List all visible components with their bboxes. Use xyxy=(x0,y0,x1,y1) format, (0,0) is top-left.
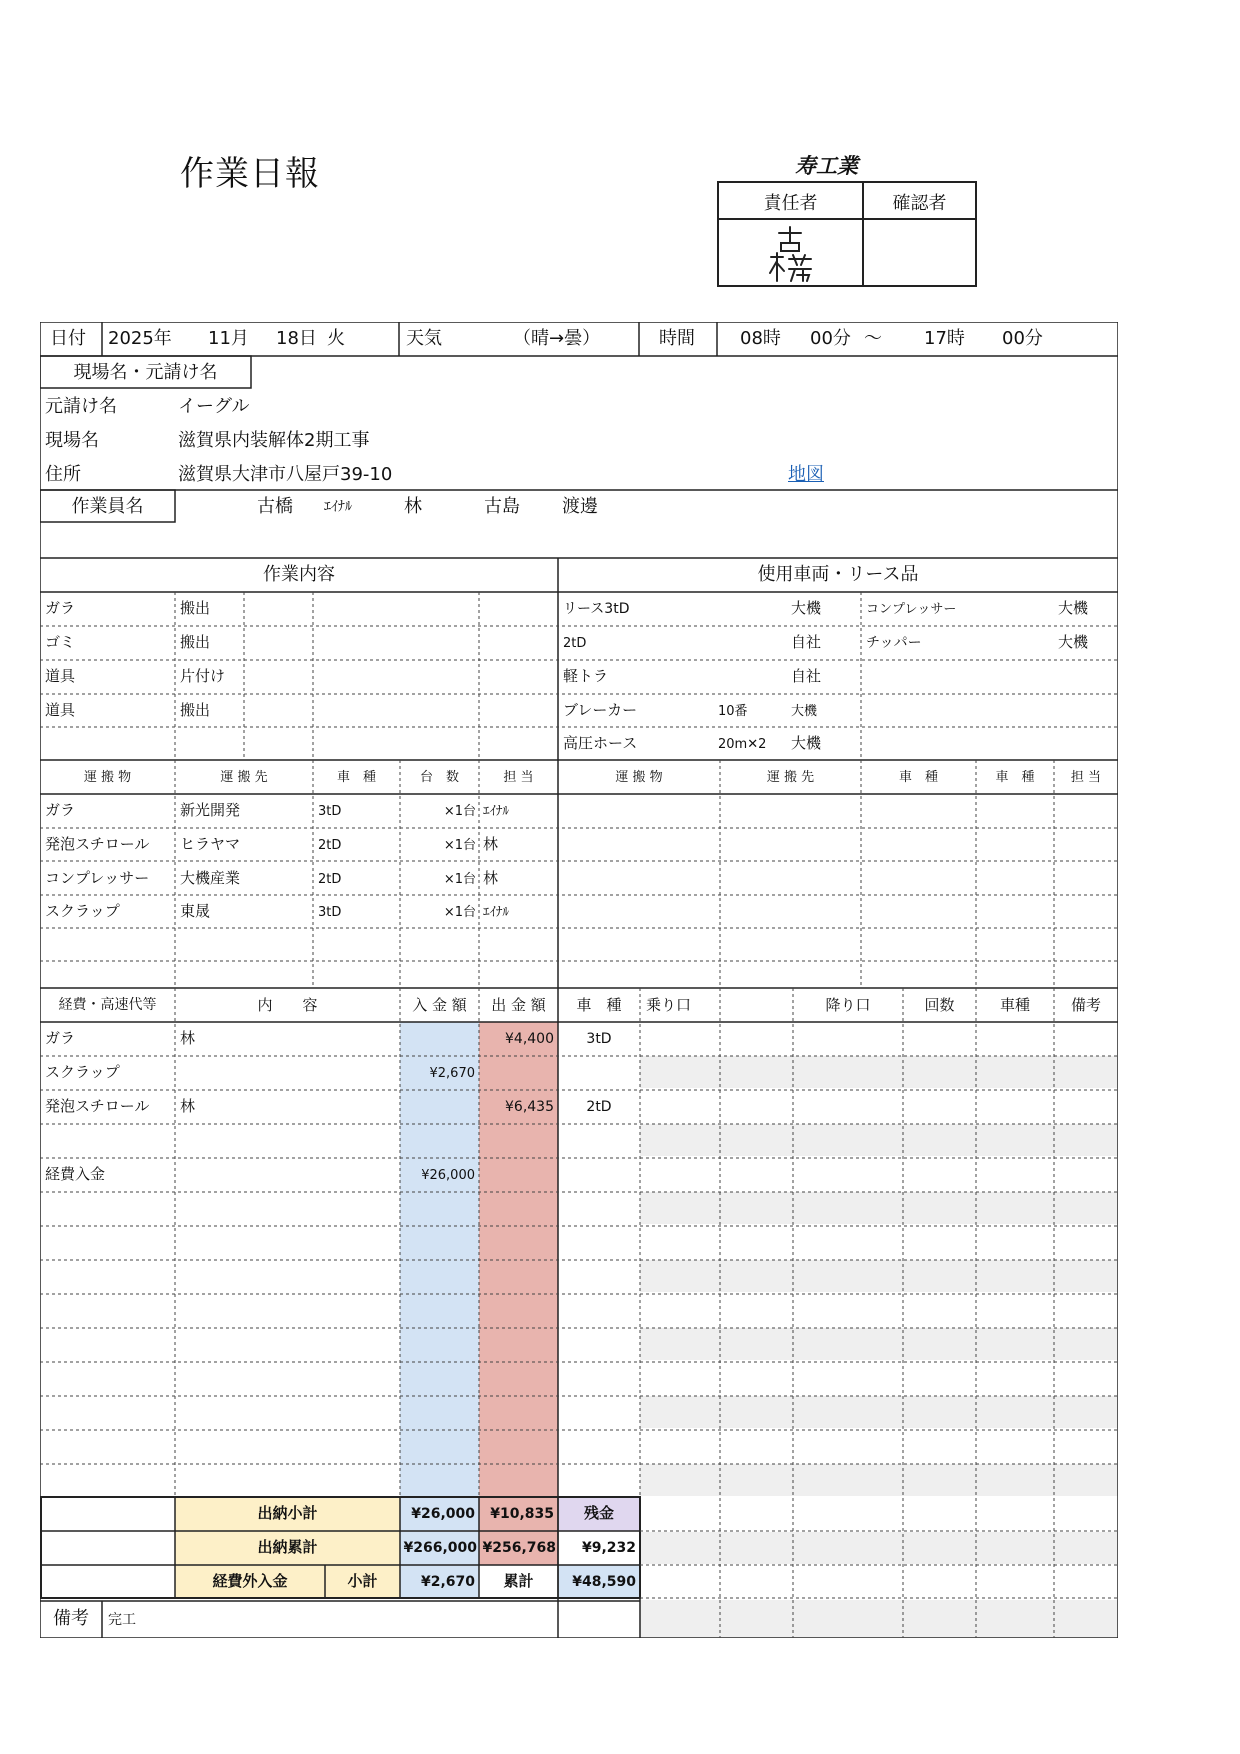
vehicle-name: 2tD xyxy=(563,636,587,651)
subtotal-out: ¥10,835 xyxy=(490,1506,554,1522)
lease-item-owner: 大機 xyxy=(1058,599,1089,617)
lease-item: コンプレッサー xyxy=(866,602,957,617)
transport-count: ×1台 xyxy=(443,872,476,887)
expense-vehicle: 3tD xyxy=(586,1031,612,1047)
expense-item: 発泡スチロール xyxy=(45,1097,150,1115)
expense-header: 回数 xyxy=(924,996,955,1014)
total-label: 累計 xyxy=(503,1572,534,1590)
worker-name: 渡邊 xyxy=(562,496,598,517)
work-item: ゴミ xyxy=(45,633,76,651)
transport-count: ×1台 xyxy=(443,804,476,819)
date-year: 2025年 xyxy=(108,328,172,349)
work-item: 道具 xyxy=(45,701,76,719)
subtotal-label: 出納小計 xyxy=(257,1504,318,1522)
expense-detail: 林 xyxy=(180,1029,196,1047)
workers-label: 作業員名 xyxy=(71,496,144,517)
expense-out: ¥6,435 xyxy=(505,1099,554,1115)
company-name: 寿工業 xyxy=(795,154,858,178)
subtotal-in: ¥26,000 xyxy=(411,1506,475,1522)
work-action: 搬出 xyxy=(180,701,211,719)
transport-item: 発泡スチロール xyxy=(45,835,150,853)
approval-stamp-box xyxy=(717,181,977,287)
vehicle-name: ブレーカー xyxy=(563,701,638,719)
expense-in: ¥2,670 xyxy=(429,1066,475,1081)
vehicle-name: 軽トラ xyxy=(563,667,609,685)
expense-in: ¥26,000 xyxy=(421,1168,475,1183)
work-action: 搬出 xyxy=(180,599,211,617)
transport-item: コンプレッサー xyxy=(45,869,150,887)
vehicle-owner: 自社 xyxy=(791,667,822,685)
lease-item-owner: 大機 xyxy=(1058,633,1089,651)
expense-header: 入 金 額 xyxy=(412,996,467,1014)
expense-vehicle: 2tD xyxy=(586,1099,612,1115)
worker-name: 林 xyxy=(404,496,422,517)
start-minute: 00分 xyxy=(810,328,851,349)
transport-header: 担 当 xyxy=(503,770,534,785)
expense-header: 車 種 xyxy=(576,996,622,1014)
page-title: 作業日報 xyxy=(180,154,320,194)
site-name-value: 滋賀県内装解体2期工事 xyxy=(178,430,370,451)
worker-name: 古橋 xyxy=(257,496,293,517)
remarks-value: 完工 xyxy=(108,1612,136,1628)
expense-detail: 林 xyxy=(180,1097,196,1115)
transport-destination: 新光開発 xyxy=(180,801,241,819)
transport-vehicle: 2tD xyxy=(318,838,342,853)
weather-value: （晴→曇） xyxy=(513,328,601,349)
expense-header: 降り口 xyxy=(825,996,871,1014)
vehicle-name: 高圧ホース xyxy=(563,734,638,752)
work-item: ガラ xyxy=(45,599,76,617)
transport-item: スクラップ xyxy=(45,902,120,920)
transport-staff: 林 xyxy=(483,835,499,853)
vehicle-owner: 自社 xyxy=(791,633,822,651)
transport-header: 運 搬 先 xyxy=(766,770,815,785)
date-day: 18日 xyxy=(276,328,317,349)
transport-staff: ｴｲﾅﾙ xyxy=(483,905,509,920)
expense-item: ガラ xyxy=(45,1029,76,1047)
cumulative-out: ¥256,768 xyxy=(482,1540,556,1556)
site-section-label: 現場名・元請け名 xyxy=(73,362,218,383)
vehicle-owner: 大機 xyxy=(791,704,818,719)
other-subtotal-label: 小計 xyxy=(347,1572,378,1590)
transport-staff: 林 xyxy=(483,869,499,887)
transport-destination: ヒラヤマ xyxy=(180,835,241,853)
weather-label: 天気 xyxy=(406,328,442,349)
work-action: 搬出 xyxy=(180,633,211,651)
transport-header: 運 搬 先 xyxy=(220,770,268,785)
contractor-value: イーグル xyxy=(178,396,250,417)
transport-header: 車 種 xyxy=(995,770,1035,785)
transport-header: 車 種 xyxy=(898,770,938,785)
expense-item: 経費入金 xyxy=(45,1165,106,1183)
cumulative-label: 出納累計 xyxy=(257,1538,318,1556)
site-name-label: 現場名 xyxy=(45,430,99,451)
end-hour: 17時 xyxy=(924,328,965,349)
expense-item: スクラップ xyxy=(45,1063,120,1081)
signature-stamp xyxy=(767,225,817,285)
expense-header: 車種 xyxy=(999,996,1030,1014)
transport-vehicle: 3tD xyxy=(318,905,342,920)
vehicle-owner: 大機 xyxy=(791,599,822,617)
transport-count: ×1台 xyxy=(443,905,476,920)
vehicle-owner: 大機 xyxy=(791,734,822,752)
expense-header: 備考 xyxy=(1070,996,1101,1014)
contractor-label: 元請け名 xyxy=(45,396,117,417)
date-month: 11月 xyxy=(208,328,249,349)
transport-vehicle: 3tD xyxy=(318,804,342,819)
worker-name: 古島 xyxy=(484,496,520,517)
transport-vehicle: 2tD xyxy=(318,872,342,887)
daily-report-form xyxy=(40,322,1118,1638)
remarks-label: 備考 xyxy=(53,1608,89,1629)
work-header: 作業内容 xyxy=(263,564,335,585)
transport-count: ×1台 xyxy=(443,838,476,853)
vehicle-size: 20m✕2 xyxy=(718,737,767,752)
work-item: 道具 xyxy=(45,667,76,685)
confirmer-label: 確認者 xyxy=(892,193,947,214)
total-value: ¥48,590 xyxy=(572,1574,636,1590)
vehicles-header: 使用車両・リース品 xyxy=(757,564,919,585)
vehicle-name: リース3tD xyxy=(563,601,630,617)
time-tilde: 〜 xyxy=(864,328,882,349)
transport-header: 運 搬 物 xyxy=(83,770,132,785)
cumulative-in: ¥266,000 xyxy=(403,1540,477,1556)
transport-destination: 大機産業 xyxy=(180,869,241,887)
responsible-label: 責任者 xyxy=(763,193,818,214)
balance-value: ¥9,232 xyxy=(581,1540,636,1556)
expense-header: 経費・高速代等 xyxy=(58,997,157,1013)
expense-header: 乗り口 xyxy=(646,996,692,1014)
transport-staff: ｴｲﾅﾙ xyxy=(483,804,509,819)
address-label: 住所 xyxy=(45,464,81,485)
transport-header: 台 数 xyxy=(419,770,459,785)
vehicle-size: 10番 xyxy=(718,704,748,719)
transport-header: 運 搬 物 xyxy=(615,770,663,785)
lease-item: チッパー xyxy=(866,635,922,651)
other-income-label: 経費外入金 xyxy=(212,1572,288,1590)
expense-header: 内 容 xyxy=(257,996,318,1014)
expense-header: 出 金 額 xyxy=(491,996,546,1014)
transport-destination: 東晟 xyxy=(180,902,211,920)
balance-label: 残金 xyxy=(583,1504,614,1522)
date-label: 日付 xyxy=(50,328,86,349)
other-income-value: ¥2,670 xyxy=(420,1574,475,1590)
form-grid xyxy=(40,322,1118,1638)
map-link[interactable]: 地図 xyxy=(788,464,824,485)
time-label: 時間 xyxy=(659,328,695,349)
worker-name: ｴｲﾅﾙ xyxy=(324,499,352,515)
transport-item: ガラ xyxy=(45,801,76,819)
end-minute: 00分 xyxy=(1002,328,1043,349)
transport-header: 担 当 xyxy=(1070,770,1102,785)
transport-header: 車 種 xyxy=(336,770,376,785)
work-action: 片付け xyxy=(180,667,226,685)
expense-out: ¥4,400 xyxy=(505,1031,554,1047)
address-value: 滋賀県大津市八屋戸39-10 xyxy=(178,464,393,485)
date-weekday: 火 xyxy=(327,328,345,349)
start-hour: 08時 xyxy=(740,328,781,349)
